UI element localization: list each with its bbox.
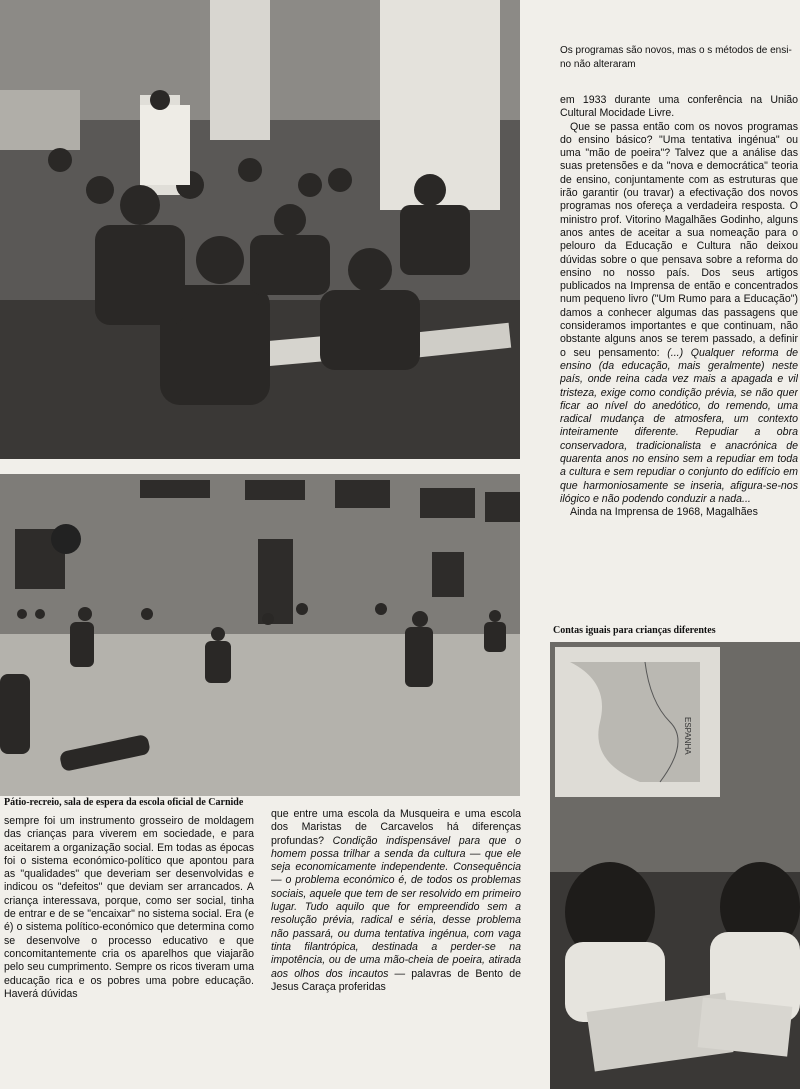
- bottom-middle-column-text: [271, 808, 521, 1087]
- right-paragraph-2-quote: (...) Qualquer reforma de ensino (da educação, mais geralmente) neste país, onde reina cada vez mais a apagada e vil tristeza, exige como condição prévia, se não quer ficar ao nível do anedótico, do remendo, uma radical mudança de atmosfera, um contexto inteiramente diferente. Repudiar a obra conservadora, tradicionalista e anacrónica de quarenta anos no ensino sem a repudiar em toda a cultura e sem repudiar o conjunto do edifício em que harmoniosamente se inseria, afigura-se-nos ilógico e não podendo conduzir a nada...: [560, 346, 798, 505]
- playground-photo: [0, 474, 520, 796]
- bottom-middle-paragraph: [271, 808, 521, 994]
- caption-new-programs-line1: Os programas são novos, mas o s métodos de ensi-: [560, 45, 792, 56]
- caption-new-programs-line2: no não alteraram: [560, 59, 636, 70]
- bottom-left-column-text: [4, 815, 254, 1087]
- bottom-middle-quote: Condição indispensável para que o homem possa trilhar a senda da cultura — que ele seja economicamente independente. Consequência — o problema económico é, de todos os problemas sociais, aquele que tem de ser resolvido em primeiro lugar. Tudo aquilo que for empreendido sem a resolução prévia, radical e séria, desse problema não passará, ou duma tentativa ingénua, com vaga tinta filantrópica, destinada a perder-se na impotência, ou de uma mão-cheia de poeira, atirada aos olhos dos incautos —: [271, 834, 521, 980]
- caption-playground: Pátio-recreio, sala de espera da escola oficial de Carnide: [4, 797, 244, 808]
- right-paragraph-3: Ainda na Imprensa de 1968, Magalhães: [570, 506, 758, 519]
- caption-new-programs: [560, 44, 798, 72]
- right-column-text: [560, 94, 798, 644]
- classroom-photo: [0, 0, 520, 459]
- children-map-photo: [550, 642, 800, 1089]
- map-label: ESPANHA: [683, 717, 692, 755]
- right-paragraph-2: [560, 121, 798, 507]
- caption-equal-sums: Contas iguais para crianças diferentes: [553, 625, 716, 636]
- bottom-middle-normal: que entre uma escola da Musqueira e uma escola dos Maristas de Carcavelos há diferenças profundas?: [271, 808, 521, 847]
- right-paragraph-1: em 1933 durante uma conferência na União Cultural Mocidade Livre.: [560, 94, 798, 120]
- bottom-middle-end: palavras de Bento de Jesus Caraça proferidas: [271, 967, 521, 993]
- bottom-left-paragraph: sempre foi um instrumento grosseiro de moldagem das crianças para viverem em sociedade, e para aceitarem a organização social. Em todas as épocas foi o sistema económico-político que apontou para as "qualidades" que deveriam ser desenvolvidas e indicou os "defeitos" que deviam ser arrancados. A criança interessava, porque, como ser social, tinha de entrar e de se "encaixar" no sistema social. Era (e é) o sistema político-económico que determina como se desenvolve o processo educativo e que concomitantemente cria os aparelhos que viajarão pelo seu cumprimento. Sempre os ricos tiveram uma educação rica e os pobres uma pobre educação. Haverá dúvidas: [4, 815, 254, 1000]
- right-paragraph-2-normal: Que se passa então com os novos programas do ensino básico? "Uma tentativa ingénua" ou uma "mão de poeira"? Talvez que a análise das suas pretensões e da "nova e democrática" teoria de ensino, conjuntamente com as estruturas que irão garantir (ou travar) a efectivação dos novos programas nos ofereça a verdadeira resposta. O ministro prof. Vitorino Magalhães Godinho, alguns anos antes de aceitar a sua nomeação para o pelouro da Educação e Cultura não deixou dúvidas sobre o que pensava sobre a reforma do ensino no nosso país. Dos seus artigos publicados na Imprensa de então e concentrados num pequeno livro ("Um Rumo para a Educação") damos a conhecer algumas das passagens que consideramos importantes e que continuam, não obstante alguns anos se terem passado, a definir o seu pensamento:: [560, 120, 798, 359]
